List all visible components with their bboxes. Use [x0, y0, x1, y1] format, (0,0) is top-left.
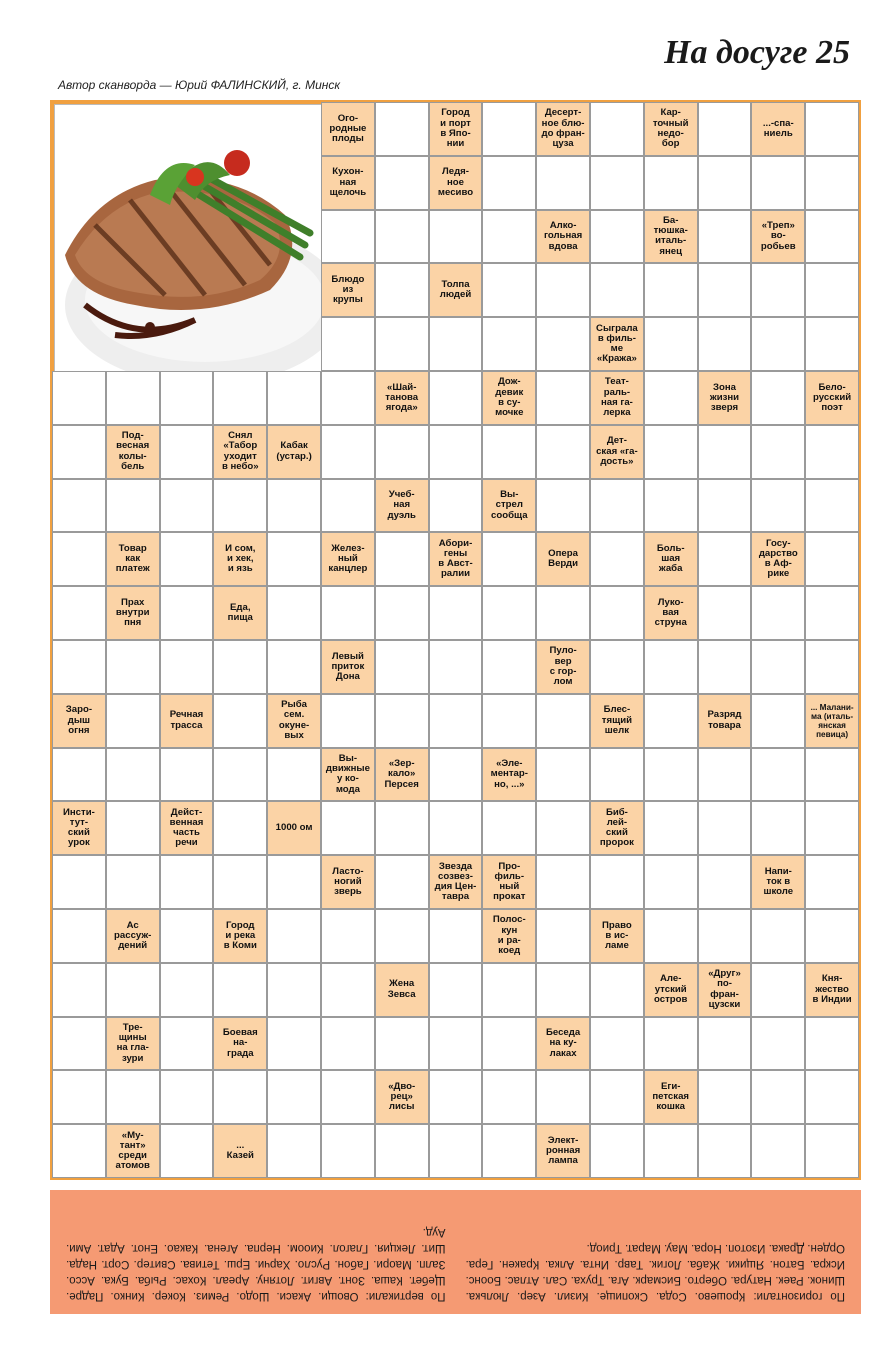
answer-cell[interactable]: [536, 317, 590, 371]
answer-cell[interactable]: [482, 156, 536, 210]
answer-cell[interactable]: [429, 586, 483, 640]
answer-cell[interactable]: [536, 1070, 590, 1124]
answer-cell[interactable]: [52, 748, 106, 802]
answer-cell[interactable]: [375, 586, 429, 640]
answer-cell[interactable]: [590, 1017, 644, 1071]
answer-cell[interactable]: [160, 963, 214, 1017]
answer-cell[interactable]: [267, 963, 321, 1017]
clue-cell: Еда, пища: [213, 586, 267, 640]
answer-cell[interactable]: [751, 317, 805, 371]
answer-cell[interactable]: [698, 640, 752, 694]
answers-block: [50, 1190, 861, 1314]
answer-cell[interactable]: [805, 855, 859, 909]
answer-cell[interactable]: [536, 748, 590, 802]
clue-cell: Дож- девик в су- мочке: [482, 371, 536, 425]
answer-cell[interactable]: [644, 425, 698, 479]
answer-cell[interactable]: [429, 640, 483, 694]
answer-cell[interactable]: [321, 425, 375, 479]
answer-cell[interactable]: [805, 210, 859, 264]
answer-cell[interactable]: [106, 1070, 160, 1124]
clue-cell: Ого- родные плоды: [321, 102, 375, 156]
answer-cell[interactable]: [375, 263, 429, 317]
answer-cell[interactable]: [267, 1124, 321, 1178]
answer-cell[interactable]: [644, 317, 698, 371]
answer-cell[interactable]: [698, 479, 752, 533]
answer-cell[interactable]: [590, 532, 644, 586]
answer-cell[interactable]: [429, 371, 483, 425]
clue-cell: ...-спа- ниель: [751, 102, 805, 156]
answer-cell[interactable]: [590, 1124, 644, 1178]
answer-cell[interactable]: [536, 156, 590, 210]
answer-cell[interactable]: [375, 532, 429, 586]
answer-cell[interactable]: [698, 586, 752, 640]
answer-cell[interactable]: [698, 102, 752, 156]
answer-cell[interactable]: [52, 909, 106, 963]
page-header-title: [664, 34, 850, 72]
answer-cell[interactable]: [590, 479, 644, 533]
clue-cell: Дейст- венная часть речи: [160, 801, 214, 855]
answer-cell[interactable]: [805, 586, 859, 640]
answer-cell[interactable]: [644, 156, 698, 210]
answer-cell[interactable]: [590, 748, 644, 802]
answer-cell[interactable]: [590, 586, 644, 640]
answer-cell[interactable]: [429, 748, 483, 802]
answer-cell[interactable]: [429, 479, 483, 533]
clue-cell: Зона жизни зверя: [698, 371, 752, 425]
answer-cell[interactable]: [106, 640, 160, 694]
clue-cell: Про- филь- ный прокат: [482, 855, 536, 909]
clue-cell: Снял «Табор уходит в небо»: [213, 425, 267, 479]
answer-cell[interactable]: [321, 963, 375, 1017]
answer-cell[interactable]: [698, 263, 752, 317]
answer-cell[interactable]: [482, 963, 536, 1017]
answer-cell[interactable]: [321, 586, 375, 640]
answer-cell[interactable]: [213, 371, 267, 425]
clue-cell: Абори- гены в Авст- ралии: [429, 532, 483, 586]
clue-cell: Учеб- ная дуэль: [375, 479, 429, 533]
answer-cell[interactable]: [213, 748, 267, 802]
answer-cell[interactable]: [698, 801, 752, 855]
clue-cell: Полос- кун и ра- коед: [482, 909, 536, 963]
clue-cell: Еги- петская кошка: [644, 1070, 698, 1124]
clue-cell: Ас рассуж- дений: [106, 909, 160, 963]
answer-cell[interactable]: [751, 156, 805, 210]
clue-cell: Луко- вая струна: [644, 586, 698, 640]
clue-cell: Вы- движные у ко- мода: [321, 748, 375, 802]
steak-icon: [55, 105, 322, 372]
answer-cell[interactable]: [482, 317, 536, 371]
answer-cell[interactable]: [321, 801, 375, 855]
answer-cell[interactable]: [106, 479, 160, 533]
steak-dish-photo: [54, 104, 322, 372]
answer-cell[interactable]: [321, 317, 375, 371]
answer-cell[interactable]: [698, 1070, 752, 1124]
clue-cell: Ледя- ное месиво: [429, 156, 483, 210]
clue-cell: Ба- тюшка- италь- янец: [644, 210, 698, 264]
answer-cell[interactable]: [590, 1070, 644, 1124]
clue-cell: Алко- гольная вдова: [536, 210, 590, 264]
answer-cell[interactable]: [106, 371, 160, 425]
clue-cell: Блес- тящий шелк: [590, 694, 644, 748]
answer-cell[interactable]: [590, 855, 644, 909]
answer-cell[interactable]: [698, 210, 752, 264]
answer-cell[interactable]: [321, 210, 375, 264]
clue-cell: Дет- ская «га- дость»: [590, 425, 644, 479]
answer-cell[interactable]: [751, 801, 805, 855]
answer-cell[interactable]: [751, 963, 805, 1017]
answer-cell[interactable]: [751, 909, 805, 963]
clue-cell: «Шай- танова ягода»: [375, 371, 429, 425]
answer-cell[interactable]: [590, 102, 644, 156]
clue-cell: Опера Верди: [536, 532, 590, 586]
clue-cell: «Треп» во- робьев: [751, 210, 805, 264]
clue-cell: Кухон- ная щелочь: [321, 156, 375, 210]
clue-cell: Жена Зевса: [375, 963, 429, 1017]
answer-cell[interactable]: [52, 532, 106, 586]
answer-cell[interactable]: [805, 479, 859, 533]
clue-cell: Биб- лей- ский пророк: [590, 801, 644, 855]
clue-cell: Сыграла в филь- ме «Кража»: [590, 317, 644, 371]
clue-cell: Разряд товара: [698, 694, 752, 748]
clue-cell: Город и река в Коми: [213, 909, 267, 963]
answer-cell[interactable]: [698, 532, 752, 586]
clue-cell: Теат- раль- ная га- лерка: [590, 371, 644, 425]
answer-cell[interactable]: [536, 909, 590, 963]
answer-cell[interactable]: [805, 640, 859, 694]
answer-cell[interactable]: [375, 1124, 429, 1178]
answer-cell[interactable]: [160, 1124, 214, 1178]
clue-cell: Прах внутри пня: [106, 586, 160, 640]
clue-cell: Заро- дыш огня: [52, 694, 106, 748]
answer-cell[interactable]: [805, 1070, 859, 1124]
clue-cell: Под- весная колы- бель: [106, 425, 160, 479]
answer-cell[interactable]: [52, 425, 106, 479]
answer-cell[interactable]: [751, 479, 805, 533]
answer-cell[interactable]: [644, 263, 698, 317]
answer-cell[interactable]: [160, 855, 214, 909]
answer-cell[interactable]: [805, 748, 859, 802]
answer-cell[interactable]: [805, 532, 859, 586]
answer-cell[interactable]: [536, 586, 590, 640]
answer-cell[interactable]: [52, 1070, 106, 1124]
answer-cell[interactable]: [160, 586, 214, 640]
clue-cell: Пуло- вер с гор- лом: [536, 640, 590, 694]
answer-cell[interactable]: [429, 963, 483, 1017]
answer-cell[interactable]: [805, 425, 859, 479]
answer-cell[interactable]: [213, 694, 267, 748]
answer-cell[interactable]: [482, 532, 536, 586]
answer-cell[interactable]: [52, 1017, 106, 1071]
answer-cell[interactable]: [160, 909, 214, 963]
answer-cell[interactable]: [644, 748, 698, 802]
answer-cell[interactable]: [52, 371, 106, 425]
answer-cell[interactable]: [590, 210, 644, 264]
answer-cell[interactable]: [267, 748, 321, 802]
answer-cell[interactable]: [805, 156, 859, 210]
answer-cell[interactable]: [52, 963, 106, 1017]
answer-cell[interactable]: [536, 425, 590, 479]
answer-cell[interactable]: [805, 263, 859, 317]
clue-cell: Рыба сем. окуне- вых: [267, 694, 321, 748]
answer-cell[interactable]: [482, 640, 536, 694]
answer-cell[interactable]: [375, 102, 429, 156]
answer-cell[interactable]: [106, 748, 160, 802]
answer-cell[interactable]: [160, 1070, 214, 1124]
answer-cell[interactable]: [482, 801, 536, 855]
answer-cell[interactable]: [429, 317, 483, 371]
answer-cell[interactable]: [590, 640, 644, 694]
clue-cell: Бело- русский поэт: [805, 371, 859, 425]
answer-cell[interactable]: [160, 371, 214, 425]
answers-vertical: По вертикали: Овощи. Акаси. Шодо. Ремиз. Кокер. Кинко. Падре. Щебет. Каша. Зонт. Авгит. Лотяну. Ареал. Кохас. Рыба. Бука. Ассо. Залп. Маори. Габон. Русло. Харчи. Ерш. Тетива. Свитер. Сорт. Нада. Шит. Лекция. Глагол. Киоом. Нерпа. Агена. Какао. Енот. Адат. Ами. Ауд.: [66, 1226, 446, 1302]
clue-cell: Речная трасса: [160, 694, 214, 748]
clue-cell: Госу- дарство в Аф- рике: [751, 532, 805, 586]
answer-cell[interactable]: [590, 963, 644, 1017]
answers-horizontal: По горизонтали: Крошево. Сода. Скопище. Кизил. Азер. Люлька. Шинок. Раек. Натура. Оберто. Бисмарк. Ага. Труха. Сал. Атлас. Боонс. Искра. Батон. Ящики. Жаба. Логик. Тавр. Инта. Алка. Кракен. Гера. Орден. Драка. Изотоп. Нора. Мау. Марат. Триод.: [465, 1242, 845, 1302]
answer-cell[interactable]: [321, 371, 375, 425]
clue-cell: Право в ис- ламе: [590, 909, 644, 963]
clue-cell: Вы- стрел сообща: [482, 479, 536, 533]
answer-cell[interactable]: [267, 586, 321, 640]
answer-cell[interactable]: [375, 210, 429, 264]
answer-cell[interactable]: [482, 694, 536, 748]
clue-cell: Напи- ток в школе: [751, 855, 805, 909]
answer-cell[interactable]: [267, 1070, 321, 1124]
answer-cell[interactable]: [160, 1017, 214, 1071]
answer-cell[interactable]: [267, 640, 321, 694]
answer-cell[interactable]: [482, 263, 536, 317]
clue-cell: «Му- тант» среди атомов: [106, 1124, 160, 1178]
clue-cell: Элект- ронная лампа: [536, 1124, 590, 1178]
clue-cell: Блюдо из крупы: [321, 263, 375, 317]
answer-cell[interactable]: [375, 801, 429, 855]
clue-cell: Беседа на ку- лаках: [536, 1017, 590, 1071]
answer-cell[interactable]: [482, 1017, 536, 1071]
answer-cell[interactable]: [698, 909, 752, 963]
answer-cell[interactable]: [536, 855, 590, 909]
answer-cell[interactable]: [751, 425, 805, 479]
answer-cell[interactable]: [52, 479, 106, 533]
answer-cell[interactable]: [321, 1124, 375, 1178]
answer-cell[interactable]: [213, 801, 267, 855]
answer-cell[interactable]: [52, 640, 106, 694]
answer-cell[interactable]: [106, 694, 160, 748]
page-number: 25: [816, 34, 850, 71]
answer-cell[interactable]: [644, 479, 698, 533]
answer-cell[interactable]: [160, 748, 214, 802]
answer-cell[interactable]: [644, 801, 698, 855]
clue-cell: ... Малани- ма (италь- янская певица): [805, 694, 859, 748]
answer-cell[interactable]: [805, 909, 859, 963]
answer-cell[interactable]: [644, 371, 698, 425]
answer-cell[interactable]: [106, 855, 160, 909]
answer-cell[interactable]: [267, 1017, 321, 1071]
clue-cell: Левый приток Дона: [321, 640, 375, 694]
answer-cell[interactable]: [536, 963, 590, 1017]
answer-cell[interactable]: [751, 371, 805, 425]
answer-cell[interactable]: [52, 1124, 106, 1178]
answer-cell[interactable]: [751, 1017, 805, 1071]
clue-cell: Инсти- тут- ский урок: [52, 801, 106, 855]
answer-cell[interactable]: [751, 1124, 805, 1178]
answer-cell[interactable]: [698, 748, 752, 802]
answer-cell[interactable]: [644, 909, 698, 963]
clue-cell: «Зер- кало» Персея: [375, 748, 429, 802]
answer-cell[interactable]: [213, 963, 267, 1017]
answer-cell[interactable]: [321, 909, 375, 963]
answer-cell[interactable]: [52, 586, 106, 640]
answer-cell[interactable]: [590, 263, 644, 317]
answer-cell[interactable]: [751, 1070, 805, 1124]
clue-cell: И сом, и хек, и язь: [213, 532, 267, 586]
answer-cell[interactable]: [644, 694, 698, 748]
answer-cell[interactable]: [213, 855, 267, 909]
answer-cell[interactable]: [106, 963, 160, 1017]
answer-cell[interactable]: [805, 102, 859, 156]
answer-cell[interactable]: [321, 1070, 375, 1124]
clue-cell: Боль- шая жаба: [644, 532, 698, 586]
answer-cell[interactable]: [590, 156, 644, 210]
answer-cell[interactable]: [536, 694, 590, 748]
answer-cell[interactable]: [213, 640, 267, 694]
clue-cell: Десерт- ное блю- до фран- цуза: [536, 102, 590, 156]
author-line: Автор сканворда — Юрий ФАЛИНСКИЙ, г. Минск: [58, 78, 341, 92]
clue-cell: Кня- жество в Индии: [805, 963, 859, 1017]
answer-cell[interactable]: [267, 371, 321, 425]
answer-cell[interactable]: [751, 694, 805, 748]
answer-cell[interactable]: [429, 1070, 483, 1124]
section-title: На досуге: [664, 34, 808, 71]
answer-cell[interactable]: [321, 1017, 375, 1071]
answer-cell[interactable]: [482, 102, 536, 156]
crossword-grid: [50, 100, 861, 1180]
answer-cell[interactable]: [321, 479, 375, 533]
answer-cell[interactable]: [375, 317, 429, 371]
clue-cell: 1000 ом: [267, 801, 321, 855]
answer-cell[interactable]: [805, 1017, 859, 1071]
answer-cell[interactable]: [482, 586, 536, 640]
clue-cell: Ласто- ногий зверь: [321, 855, 375, 909]
answer-cell[interactable]: [429, 425, 483, 479]
answer-cell[interactable]: [375, 156, 429, 210]
clue-cell: Боевая на- града: [213, 1017, 267, 1071]
answer-cell[interactable]: [644, 1124, 698, 1178]
answer-cell[interactable]: [429, 694, 483, 748]
answer-cell[interactable]: [805, 1124, 859, 1178]
answer-cell[interactable]: [805, 317, 859, 371]
answer-cell[interactable]: [429, 210, 483, 264]
answer-cell[interactable]: [644, 1017, 698, 1071]
answer-cell[interactable]: [698, 156, 752, 210]
answer-cell[interactable]: [644, 640, 698, 694]
answer-cell[interactable]: [375, 425, 429, 479]
answer-cell[interactable]: [267, 532, 321, 586]
answer-cell[interactable]: [375, 694, 429, 748]
answer-cell[interactable]: [482, 1070, 536, 1124]
answer-cell[interactable]: [751, 640, 805, 694]
answer-cell[interactable]: [805, 801, 859, 855]
answer-cell[interactable]: [429, 801, 483, 855]
answer-cell[interactable]: [751, 263, 805, 317]
answer-cell[interactable]: [536, 801, 590, 855]
answer-cell[interactable]: [482, 425, 536, 479]
answer-cell[interactable]: [213, 479, 267, 533]
answer-cell[interactable]: [321, 694, 375, 748]
clue-cell: «Друг» по- фран- цузски: [698, 963, 752, 1017]
answer-cell[interactable]: [375, 855, 429, 909]
answer-cell[interactable]: [160, 640, 214, 694]
answer-cell[interactable]: [375, 1017, 429, 1071]
clue-cell: Кабак (устар.): [267, 425, 321, 479]
clue-cell: Город и порт в Япо- нии: [429, 102, 483, 156]
answer-cell[interactable]: [698, 855, 752, 909]
clue-cell: Але- утский остров: [644, 963, 698, 1017]
clue-cell: Товар как платеж: [106, 532, 160, 586]
answer-cell[interactable]: [698, 317, 752, 371]
answer-cell[interactable]: [160, 532, 214, 586]
answer-cell[interactable]: [751, 586, 805, 640]
clue-cell: «Эле- ментар- но, ...»: [482, 748, 536, 802]
answer-cell[interactable]: [160, 425, 214, 479]
answer-cell[interactable]: [52, 855, 106, 909]
answer-cell[interactable]: [213, 1070, 267, 1124]
answer-cell[interactable]: [698, 425, 752, 479]
answer-cell[interactable]: [482, 210, 536, 264]
answer-cell[interactable]: [429, 909, 483, 963]
clue-cell: Желез- ный канцлер: [321, 532, 375, 586]
clue-cell: Кар- точный недо- бор: [644, 102, 698, 156]
answer-cell[interactable]: [375, 640, 429, 694]
answer-cell[interactable]: [267, 909, 321, 963]
answer-cell[interactable]: [160, 479, 214, 533]
answer-cell[interactable]: [698, 1124, 752, 1178]
answer-cell[interactable]: [429, 1124, 483, 1178]
clue-cell: Тре- щины на гла- зури: [106, 1017, 160, 1071]
clue-cell: «Дво- рец» лисы: [375, 1070, 429, 1124]
answer-cell[interactable]: [536, 371, 590, 425]
answer-cell[interactable]: [375, 909, 429, 963]
answer-cell[interactable]: [267, 855, 321, 909]
answer-cell[interactable]: [267, 479, 321, 533]
answer-cell[interactable]: [751, 748, 805, 802]
answer-cell[interactable]: [536, 479, 590, 533]
clue-cell: Толпа людей: [429, 263, 483, 317]
answer-cell[interactable]: [482, 1124, 536, 1178]
answer-cell[interactable]: [536, 263, 590, 317]
answer-cell[interactable]: [698, 1017, 752, 1071]
clue-cell: Звезда созвез- дия Цен- тавра: [429, 855, 483, 909]
clue-cell: ... Казей: [213, 1124, 267, 1178]
answer-cell[interactable]: [429, 1017, 483, 1071]
answer-cell[interactable]: [106, 801, 160, 855]
answer-cell[interactable]: [644, 855, 698, 909]
